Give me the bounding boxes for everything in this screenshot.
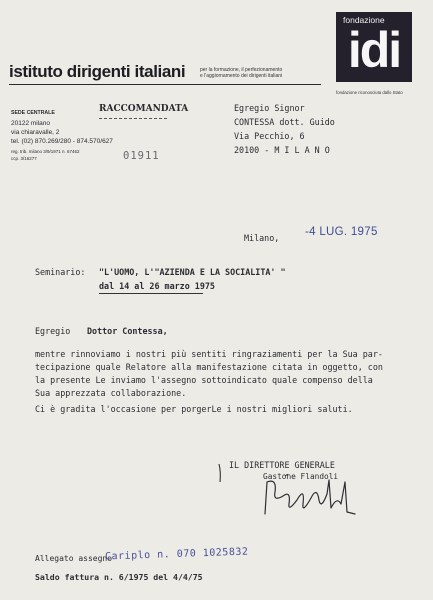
enclosure-label: Allegato assegno xyxy=(35,554,113,563)
place: Milano, xyxy=(244,233,280,243)
seminar-label: Seminario: xyxy=(35,267,86,277)
protocol-number: 01911 xyxy=(123,150,160,162)
body-line-2: tecipazione quale Relatore alla manifestazione citata in oggetto, con xyxy=(35,362,383,372)
sede-heading: SEDE CENTRALE xyxy=(11,110,55,116)
closing-line: Ci è gradita l'occasione per porgerLe i nostri migliori saluti. xyxy=(35,404,353,414)
body-line-4: Sua apprezzata collaborazione. xyxy=(35,388,187,398)
registered-mail-label: RACCOMANDATA xyxy=(99,104,189,114)
recipient-line-3: Via Pecchio, 6 xyxy=(234,131,305,141)
signatory-name: Gastone Flandoli xyxy=(263,472,339,481)
sede-city: 20122 milano xyxy=(11,120,51,127)
body-line-3: la presente Le inviamo l'assegno sottoindicato quale compenso della xyxy=(35,375,373,385)
recipient-line-4: 20100 - M I L A N O xyxy=(234,145,330,155)
logo-subtitle: fondazione riconosciuta dallo Stato xyxy=(336,90,403,95)
invoice-line: Saldo fattura n. 6/1975 del 4/4/75 xyxy=(35,572,203,582)
tagline-2: e l'aggiornamento dei dirigenti italiani xyxy=(200,73,283,79)
enclosure-handwritten: Cariplo n. 070 1025832 xyxy=(104,546,249,563)
sede-street: via chiaravalle, 2 xyxy=(11,129,60,136)
seminar-dates: dal 14 al 26 marzo 1975 xyxy=(99,281,215,291)
sede-phone: tel. (02) 870.269/280 - 874.570/627 xyxy=(11,138,113,145)
signatory-title: IL DIRETTORE GENERALE xyxy=(229,460,335,470)
sede-registration: reg. trib. milano 3/9/1971 n. 67462 xyxy=(11,149,80,154)
recipient-line-1: Egregio Signor xyxy=(234,103,305,113)
signature-tick-icon xyxy=(216,462,230,484)
salutation: Egregio xyxy=(35,326,71,336)
seminar-rule xyxy=(99,293,203,294)
logo-idi: idi xyxy=(347,22,401,78)
tagline-1: per la formazione, il perfezionamento xyxy=(200,67,283,73)
salutation-name: Dottor Contessa, xyxy=(87,326,168,336)
date-stamp: -4 LUG. 1975 xyxy=(305,226,378,238)
letterhead-rule xyxy=(9,84,321,85)
registered-mail-rule xyxy=(99,118,167,119)
logo-fondazione: fondazione xyxy=(343,15,385,25)
org-name: istituto dirigenti italiani xyxy=(9,62,186,81)
recipient-line-2: CONTESSA dott. Guido xyxy=(234,117,335,127)
body-line-1: mentre rinnoviamo i nostri più sentiti ringraziamenti per la Sua par- xyxy=(35,349,383,359)
handwritten-signature-icon xyxy=(255,474,360,519)
sede-ccp: ccp. 3/16277 xyxy=(11,156,37,161)
seminar-title: "L'UOMO, L'"AZIENDA E LA SOCIALITA' " xyxy=(99,267,286,277)
